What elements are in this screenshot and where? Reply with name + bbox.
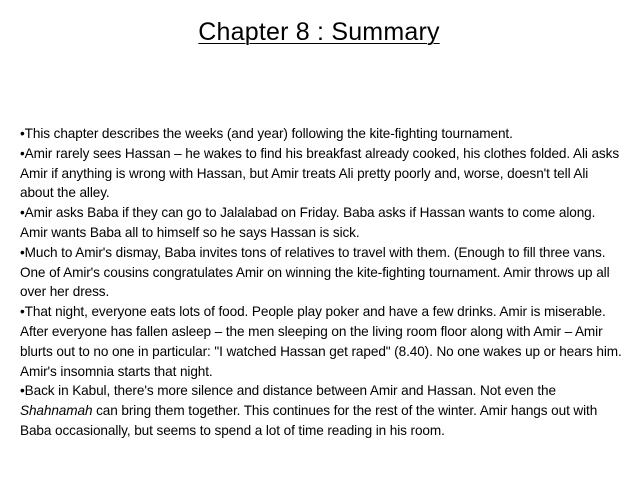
summary-bullet-6-pre: •Back in Kabul, there's more silence and distance between Amir and Hassan. Not even the bbox=[20, 383, 556, 399]
slide-title bbox=[0, 17, 638, 47]
shahnamah-title: Shahnamah bbox=[20, 403, 93, 419]
slide-title-text: Chapter 8 : Summary bbox=[198, 18, 440, 46]
summary-bullet-5: •That night, everyone eats lots of food. People play poker and have a few drinks. Amir is miserable. After everyone has fallen asleep – the men sleeping on the living room floor along with Amir – Amir blurts out to no one in particular: "I watched Hassan get raped" (8.40). No one wakes up or hears him. Amir's insomnia starts that night. bbox=[20, 304, 622, 379]
summary-bullet-1: •This chapter describes the weeks (and year) following the kite-fighting tournament. bbox=[20, 126, 513, 141]
summary-bullet-6-post: can bring them together. This continues for the rest of the winter. Amir hangs out with Baba occasionally, but seems to spend a lot of time reading in his room. bbox=[20, 403, 598, 438]
summary-bullet-4: •Much to Amir's dismay, Baba invites tons of relatives to travel with them. (Enough to fill three vans. One of Amir's cousins congratulates Amir on winning the kite-fighting tournament. Amir throws up all over her dress. bbox=[20, 244, 610, 300]
summary-bullet-3: •Amir asks Baba if they can go to Jalalabad on Friday. Baba asks if Hassan wants to come along. Amir wants Baba all to himself so he says Hassan is sick. bbox=[20, 205, 596, 240]
summary-bullet-6 bbox=[20, 381, 624, 440]
summary-body bbox=[20, 124, 624, 441]
summary-bullet-2: •Amir rarely sees Hassan – he wakes to find his breakfast already cooked, his clothes folded. Ali asks Amir if anything is wrong with Hassan, but Amir treats Ali pretty poorly and, worse, doesn't tell Ali about the alley. bbox=[20, 145, 620, 201]
